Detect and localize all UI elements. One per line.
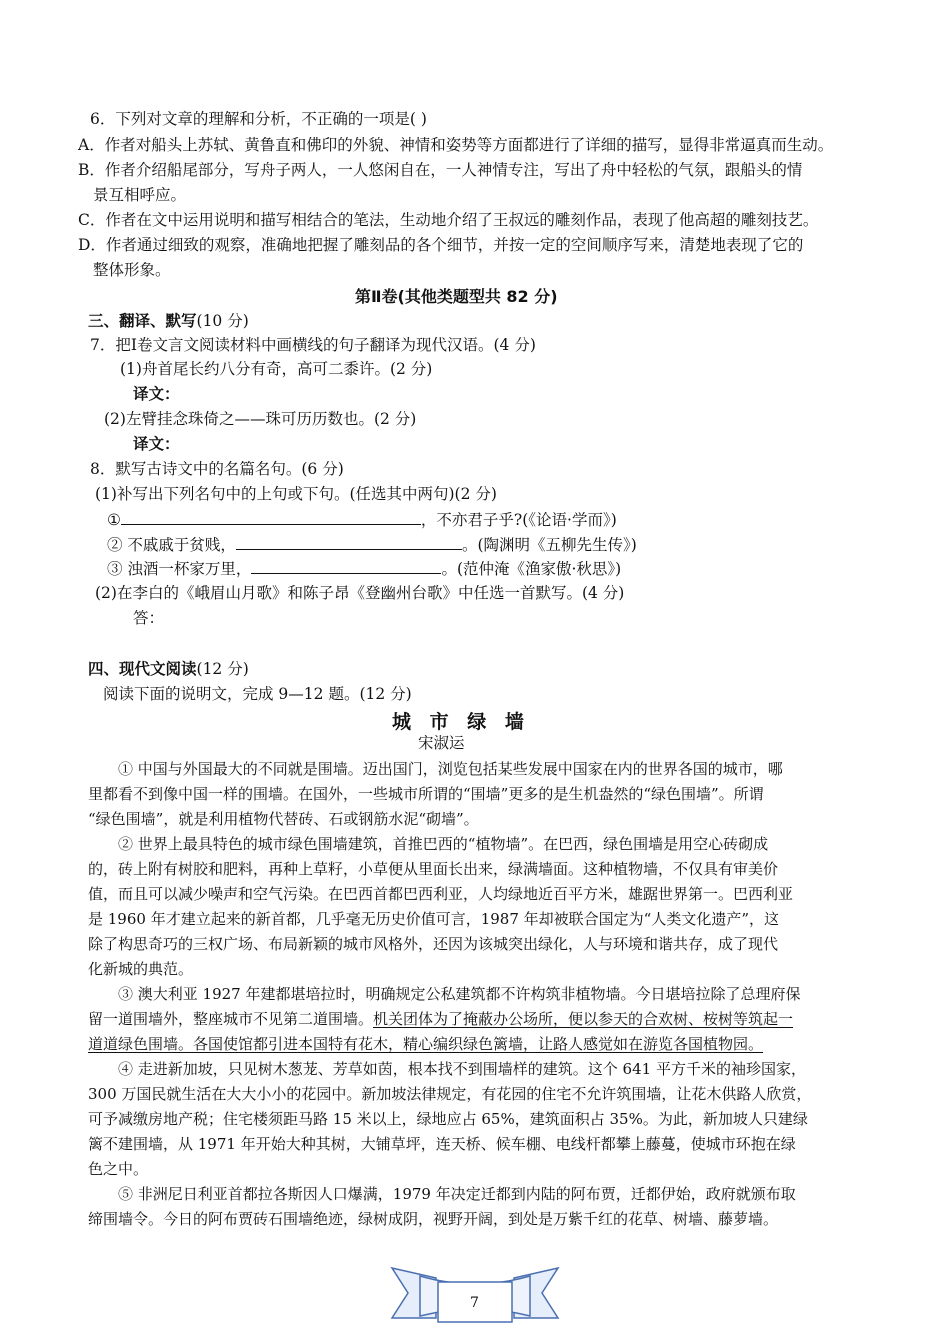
q7-stem: 7．把Ⅰ卷文言文阅读材料中画横线的句子翻译为现代汉语。(4 分) [90, 336, 536, 354]
article-p2-line4: 是 1960 年才建立起来的新首都，几乎毫无历史价值可言，1987 年却被联合国定为“人类文化遗产”，这 [88, 910, 779, 928]
article-p1-line1: ① 中国与外国最大的不同就是围墙。迈出国门，浏览包括某些发展中国家在内的世界各国的城市，哪 [118, 760, 783, 778]
q7-sub2-translation-label: 译文： [133, 435, 180, 453]
sec3-heading-line [88, 310, 249, 332]
q6-option-b-line1: B．作者介绍船尾部分，写舟子两人，一人悠闲自在，一人神情专注，写出了舟中轻松的气氛，跟船头的情 [78, 161, 803, 179]
part2-title: 第Ⅱ卷(其他类题型共 82 分) [355, 287, 558, 306]
q6-option-a: A．作者对船头上苏轼、黄鲁直和佛印的外貌、神情和姿势等方面都进行了详细的描写，显得非常逼真而生动。 [78, 136, 834, 154]
recite-3-prefix: ③ 浊酒一杯家万里， [107, 560, 252, 578]
article-p3-line2 [88, 1008, 793, 1030]
article-p2-line1: ② 世界上最具特色的城市绿色围墙建筑，首推巴西的“植物墙”。在巴西，绿色围墙是用空心砖砌成 [118, 835, 769, 853]
q8-sub2: (2)在李白的《峨眉山月歌》和陈子昂《登幽州台歌》中任选一首默写。(4 分) [95, 584, 625, 602]
sec4-heading: 四、现代文阅读 [88, 660, 197, 678]
article-p1-line3: “绿色围墙”，就是利用植物代替砖、石或钢筋水泥“砌墙”。 [88, 810, 479, 828]
q7-sub1-translation-label: 译文： [133, 385, 180, 403]
q8-recite-2 [107, 533, 637, 556]
article-p4-line4: 篱不建围墙，从 1971 年开始大种其树，大铺草坪，连天桥、候车棚、电线杆都攀上藤蔓，使城市环抱在绿 [88, 1135, 796, 1153]
article-p2-line5: 除了构思奇巧的三权广场、布局新颖的城市风格外，还因为该城突出绿化，人与环境和谐共存，成了现代 [88, 935, 779, 953]
sec3-heading: 三、翻译、默写 [88, 312, 197, 330]
sec4-heading-line [88, 658, 249, 680]
recite-3-answer-blank[interactable] [251, 557, 441, 574]
article-p2-line2: 的，砖上附有树胶和肥料，再种上草籽，小草便从里面长出来，绿满墙面。这种植物墙，不仅具有审美价 [88, 860, 779, 878]
article-p4-line3: 可予减缴房地产税；住宅楼须距马路 15 米以上，绿地应占 65%，建筑面积占 35%。为此，新加坡人只建绿 [88, 1110, 808, 1128]
article-p4-line5: 色之中。 [88, 1160, 149, 1178]
p3-line2-underlined: 机关团体为了掩蔽办公场所，便以参天的合欢树、桉树等筑起一 [373, 1010, 794, 1028]
q8-recite-3 [107, 557, 621, 580]
recite-2-prefix: ② 不戚戚于贫贱， [107, 536, 236, 554]
recite-1-suffix: ，不亦君子乎?(《论语·学而》) [420, 511, 617, 529]
p3-line3-underlined: 道道绿色围墙。各国使馆都引进本国特有花木，精心编织绿色篱墙 [88, 1035, 524, 1053]
p3-line3-underlined-end: ，让路人感觉如在游览各国植物园。 [523, 1035, 764, 1053]
recite-1-answer-blank[interactable] [121, 508, 421, 525]
article-p3-line3 [88, 1033, 763, 1055]
page-number: 7 [470, 1295, 479, 1311]
recite-2-answer-blank[interactable] [236, 533, 462, 550]
article-p3-line1: ③ 澳大利亚 1927 年建都堪培拉时，明确规定公私建筑都不许构筑非植物墙。今日堪培拉除了总理府保 [118, 985, 801, 1003]
q6-option-d-line1: D．作者通过细致的观察，准确地把握了雕刻品的各个细节，并按一定的空间顺序写来，清楚地表现了它的 [78, 236, 804, 254]
page-number-ribbon-icon [390, 1262, 560, 1324]
article-p5-line1: ⑤ 非洲尼日利亚首都拉各斯因人口爆满，1979 年决定迁都到内陆的阿布贾，迁都伊始，政府就颁布取 [118, 1185, 796, 1203]
q8-sub1: (1)补写出下列名句中的上句或下句。(任选其中两句)(2 分) [95, 485, 497, 503]
q8-recite-1 [107, 508, 617, 531]
recite-2-suffix: 。(陶渊明《五柳先生传》) [461, 536, 637, 554]
article-p2-line6: 化新城的典范。 [88, 960, 194, 978]
article-p4-line2: 300 万国民就生活在大大小小的花园中。新加坡法律规定，有花园的住宅不允许筑围墙，让花木供路人欣赏， [88, 1085, 812, 1103]
sec3-score: (10 分) [196, 312, 249, 330]
article-author: 宋淑运 [418, 734, 465, 752]
recite-3-suffix: 。(范仲淹《渔家傲·秋思》) [441, 560, 622, 578]
q6-option-b-line2: 景互相呼应。 [93, 186, 187, 204]
article-p5-line2: 缔围墙令。今日的阿布贾砖石围墙绝迹，绿树成阴，视野开阔，到处是万紫千红的花草、树墙、藤萝墙。 [88, 1210, 779, 1228]
sec4-intro: 阅读下面的说明文，完成 9—12 题。(12 分) [103, 685, 412, 703]
sec4-score: (12 分) [196, 660, 249, 678]
q8-answer-label: 答： [133, 609, 165, 627]
q8-stem: 8．默写古诗文中的名篇名句。(6 分) [90, 460, 344, 478]
article-title: 城 市 绿 墙 [392, 711, 530, 733]
q7-sub2: (2)左臂挂念珠倚之——珠可历历数也。(2 分) [104, 410, 417, 428]
p3-line2-plain: 留一道围墙外，整座城市不见第二道围墙。 [88, 1010, 374, 1028]
article-p2-line3: 值，而且可以减少噪声和空气污染。在巴西首都巴西利亚，人均绿地近百平方米，雄踞世界第一。巴西利亚 [88, 885, 794, 903]
q6-option-d-line2: 整体形象。 [93, 261, 171, 279]
q6-option-c: C．作者在文中运用说明和描写相结合的笔法，生动地介绍了王叔远的雕刻作品，表现了他高超的雕刻技艺。 [78, 211, 819, 229]
q6-stem: 6．下列对文章的理解和分析，不正确的一项是( ) [90, 110, 427, 128]
q7-sub1: (1)舟首尾长约八分有奇，高可二黍许。(2 分) [120, 360, 433, 378]
recite-1-prefix: ① [107, 511, 121, 529]
article-p4-line1: ④ 走进新加坡，只见树木葱茏、芳草如茵，根本找不到围墙样的建筑。这个 641 平方千米的袖珍国家， [118, 1060, 806, 1078]
article-p1-line2: 里都看不到像中国一样的围墙。在国外，一些城市所谓的“围墙”更多的是生机盎然的“绿色围墙”。所谓 [88, 785, 764, 803]
